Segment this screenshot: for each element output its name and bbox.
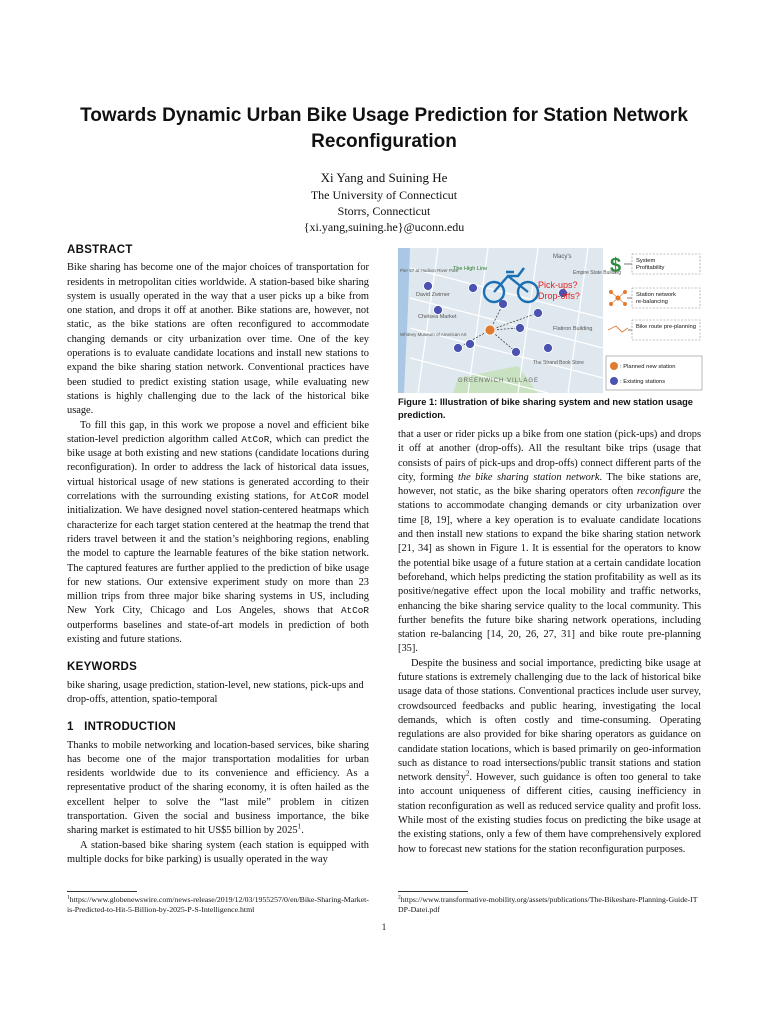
map-label-macys: Macy’s bbox=[553, 254, 572, 260]
map-label-empire: Empire State Building bbox=[573, 270, 622, 276]
existing-station-marker bbox=[424, 282, 433, 291]
legend-existing: : Existing stations bbox=[620, 379, 666, 385]
affiliation bbox=[60, 187, 708, 235]
footnote-1: $^1$https://www.globenewswire.com/news-release/2019/12/03/1955257/0/en/Bike-Sharing-Market-is-Predicted-to-Hit-5-Billion-by-2025-P-S-Intelligence.html bbox=[67, 894, 369, 914]
footnote-rule-left bbox=[67, 891, 137, 892]
map-label-whitney: Whitney Museum of American Art bbox=[400, 332, 467, 337]
legend-rebalancing: Station network re-balancing bbox=[636, 292, 676, 305]
map-label-strand: The Strand Book Store bbox=[533, 360, 584, 366]
intro-paragraph-3: Despite the business and social importance, predicting bike usage at future stations is extremely challenging due to the lack of historical bike usage data of those stations. Conventional practices include user survey, crowdsourced feedbacks and public hearing, investigating the local demands, which is often costly and time-consuming. Operating regulations are also provided for bike sharing operators as guidance on candidate station locations, which is based primarily on geo-information such as distance to road intersections/public transit stations and station network density$^2$. However, such guidance is often too general to take into account uniqueness of different cities, causing inefficiency in station reconfiguration as well as reduced service quality and profit loss. While most of the existing studies focus on predicting the bike usage at the existing stations, only a few of them have comprehensively explored how to forecast new stations for the station reconfiguration purposes. bbox=[398, 657, 701, 855]
abstract-paragraph-2: To fill this gap, in this work we propose a novel and efficient bike station-level prediction algorithm called AtCoR, which can predict the bike usage at both existing and new stations (candidate locations during reconfiguration). In order to address the lack of historical data issues, virtual historical usage of new stations is generated according to their correlations with the surrounding existing stations, for AtCoR model initialization. We have designed novel station-centered heatmaps which characterize for each target station centered at the heatmap the trend that riders travel between it and the station’s neighboring regions, enabling the model to capture the learnable features of the bike station network. The captured features are further applied to the prediction of bike usage for new stations. Our extensive experiment study on more than 23 million trips from three major bike sharing systems in US, including New York City, Chicago and Los Angeles, shows that AtCoR outperforms baselines and state-of-art models in prediction of both existing and future stations. bbox=[67, 419, 369, 646]
keywords-text: bike sharing, usage prediction, station-level, new stations, pick-ups and drop-offs, attention, spatio-temporal bbox=[67, 679, 364, 705]
authors: Xi Yang and Suining He bbox=[320, 170, 448, 185]
affiliation-university: The University of Connecticut bbox=[310, 188, 458, 202]
right-column bbox=[398, 428, 701, 857]
dropoffs-question: Drop-offs? bbox=[538, 291, 580, 301]
existing-station-marker bbox=[544, 344, 553, 353]
map-label-chelsea: Chelsea Market bbox=[418, 314, 457, 320]
planned-station-marker bbox=[485, 325, 495, 335]
legend-planned: : Planned new station bbox=[620, 364, 676, 370]
affiliation-location: Storrs, Connecticut bbox=[337, 204, 431, 218]
existing-station-marker bbox=[534, 309, 543, 318]
left-column bbox=[67, 243, 369, 867]
footnote-2: $^2$https://www.transformative-mobility.org/assets/publications/The-Bikeshare-Planning-Guide-ITDP-Datei.pdf bbox=[398, 894, 698, 914]
abstract-heading: ABSTRACT bbox=[67, 244, 133, 256]
algo-name: AtCoR bbox=[241, 433, 270, 445]
map-label-flatiron: Flatiron Building bbox=[553, 326, 593, 332]
algo-name: AtCoR bbox=[310, 491, 339, 503]
page-number: 1 bbox=[381, 922, 387, 932]
legend-panel bbox=[606, 254, 702, 390]
intro-paragraph-2-continued: that a user or rider picks up a bike from one station (pick-ups) and drops it off at another (drop-offs). All the resultant bike trips (usage that consists of pairs of pick-ups and drop-offs) connect different parts of the city, forming the bike sharing station network. The bike stations are, however, not static, as the bike sharing operators often reconfigure the stations to accommodate changing demands or city urbanization over time [8, 19], where a key operation is to evaluate candidate locations and then install new stations to expand the bike sharing station network [21, 34] as shown in Figure 1. It is essential for the operators to know the potential bike usage of a future station at a certain candidate location beforehand, which helps predicting the station profitability as well as its positive/negative effect upon the local mobility and traffic networks, enhancing the bike sharing service quality to the local community. This further benefits the future bike sharing network operations, including station re-balancing [14, 20, 26, 27, 31] and bike route pre-planning [35]. bbox=[398, 429, 701, 655]
existing-station-marker bbox=[469, 284, 478, 293]
footnote-2-link[interactable]: https://www.transformative-mobility.org/assets/publications/The-Bikeshare-Planning-Guide-ITDP-Datei.pdf bbox=[398, 895, 698, 914]
introduction-heading: 1 INTRODUCTION bbox=[67, 721, 176, 734]
dollar-icon: $ bbox=[610, 255, 622, 277]
existing-station-marker bbox=[512, 348, 521, 357]
affiliation-email: {xi.yang,suining.he}@uconn.edu bbox=[303, 220, 465, 234]
pickups-question: Pick-ups? bbox=[538, 280, 578, 290]
abstract-paragraph-1: Bike sharing has become one of the major choices of transportation for residents in metropolitan cities worldwide. A station-based bike sharing system is usually operated in the way that a user picks up a bike from one station, and drops it off at another. Bike stations are, however, not static, as the bike stations are often reconfigured to accommodate changing demands or city urbanization over time. One of the key operations is to evaluate candidate locations and install new stations to expand the bike sharing station network. Conventional practices have been studied to predict existing station usage, while evaluating new stations is highly challenging due to the lack of the historical bike usage. bbox=[67, 262, 369, 417]
legend-existing-icon bbox=[610, 377, 618, 385]
algo-name: AtCoR bbox=[340, 605, 369, 617]
keywords-heading: KEYWORDS bbox=[67, 661, 138, 674]
legend-planned-icon bbox=[610, 362, 618, 370]
intro-paragraph-2: A station-based bike sharing system (each station is equipped with multiple docks for bike parking) is usually operated in the way bbox=[67, 839, 369, 865]
footnote-rule-right bbox=[398, 891, 468, 892]
existing-station-marker bbox=[454, 344, 463, 353]
footnote-1-link[interactable]: https://www.globenewswire.com/news-release/2019/12/03/1955257/0/en/Bike-Sharing-Market-is-Predicted-to-Hit-5-Billion-by-2025-P-S-Intelligence.html bbox=[67, 895, 369, 914]
route-icon bbox=[608, 326, 628, 332]
figure-caption: Figure 1: Illustration of bike sharing system and new station usage prediction. bbox=[398, 397, 693, 420]
network-icon bbox=[609, 290, 626, 305]
figure-1-illustration bbox=[398, 248, 704, 393]
legend-profitability: System Profitability bbox=[636, 258, 665, 271]
map-label-village: GREENWICH VILLAGE bbox=[458, 378, 540, 384]
existing-station-marker bbox=[466, 340, 475, 349]
legend-route: Bike route pre-planning bbox=[636, 324, 696, 330]
existing-station-marker bbox=[434, 306, 443, 315]
map-label-highline: The High Line bbox=[453, 266, 488, 272]
map-label-hudson: Pier 57 at Hudson River Park bbox=[400, 268, 459, 273]
intro-paragraph-1: Thanks to mobile networking and location-based services, bike sharing has become one of the major transportation modalities for urban residents worldwide due to its convenience and efficiency. As a representative product of the sharing economy, it is often hailed as the excellent helper to solve the “last mile” problem in citizen transportation. Given the social and business importance, the bike sharing market is estimated to hit US$5 billion by 2025$^1$. bbox=[67, 739, 369, 837]
existing-station-marker bbox=[516, 324, 525, 333]
map-label-zwirner: David Zwirner bbox=[416, 292, 450, 298]
paper-title: Towards Dynamic Urban Bike Usage Prediction for Station Network Reconfiguration bbox=[80, 105, 688, 152]
